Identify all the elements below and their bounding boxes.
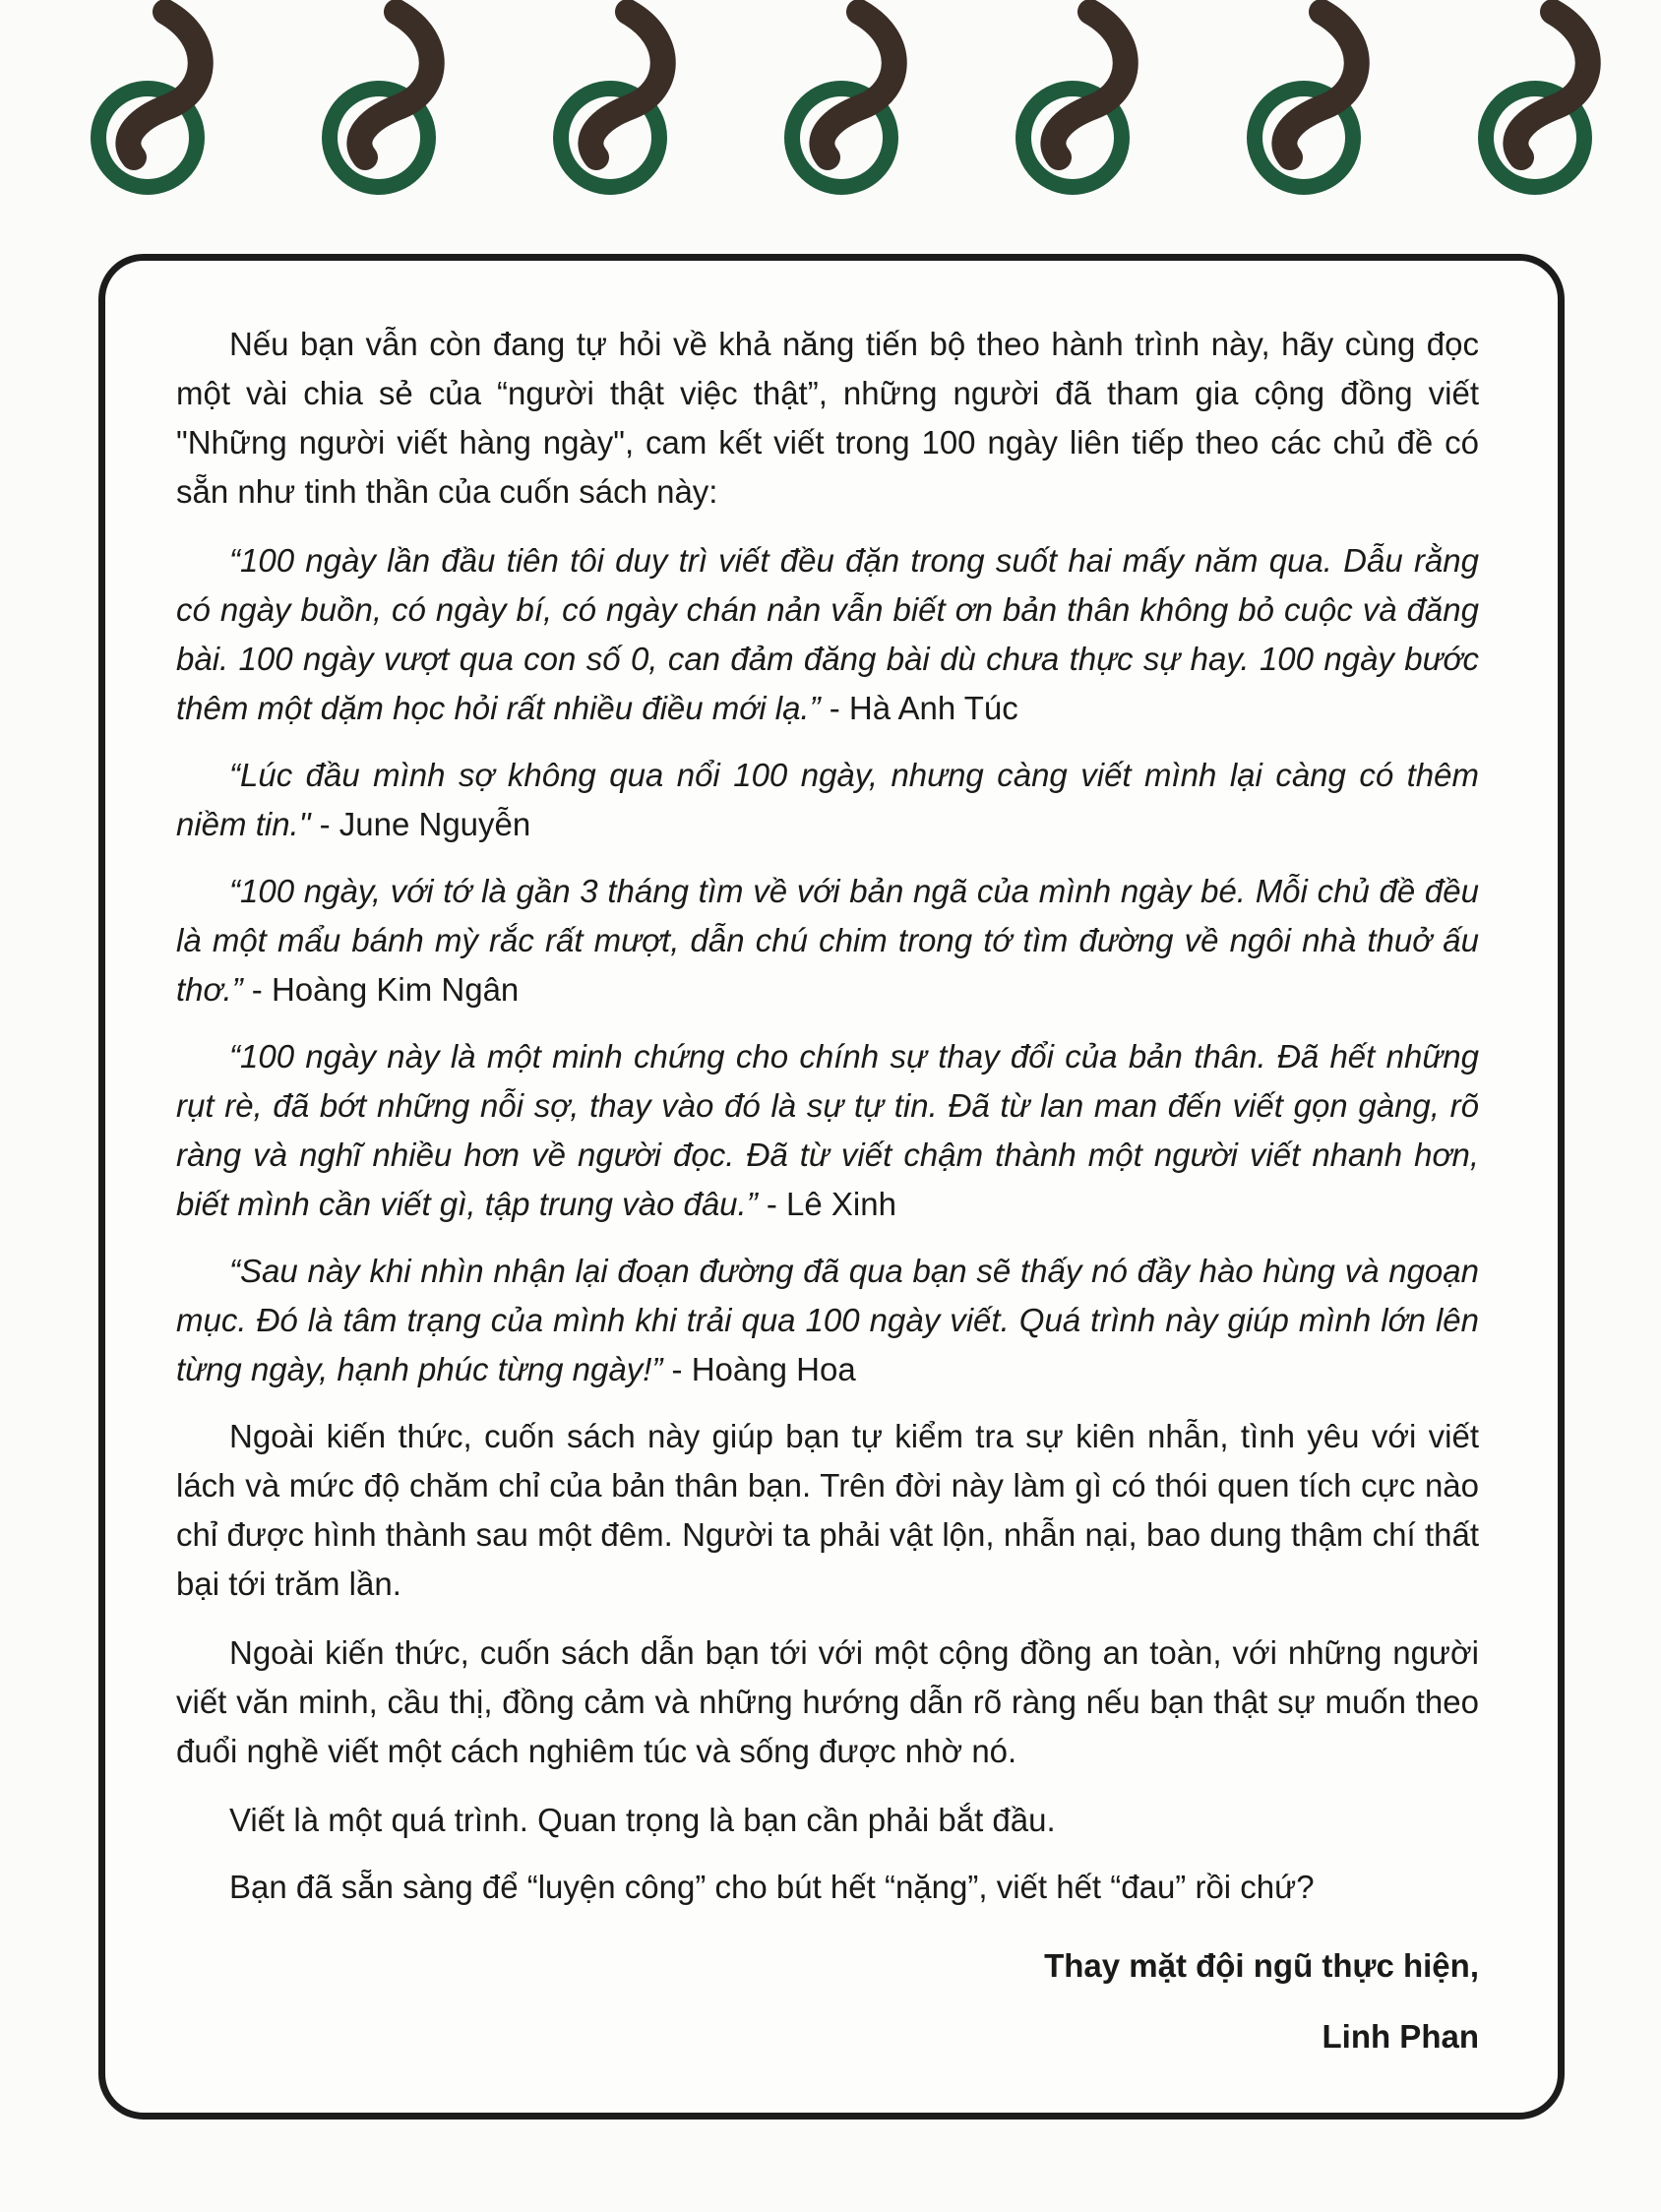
spiral-ring-icon [330,12,432,187]
testimonial [176,1032,1479,1229]
testimonial [176,751,1479,849]
closing-question: Bạn đã sẵn sàng để “luyện công” cho bút hết “nặng”, viết hết “đau” rồi chứ? [229,1869,1315,1905]
body-paragraph: Ngoài kiến thức, cuốn sách này giúp bạn tự kiểm tra sự kiên nhẫn, tình yêu với viết lách và mức độ chăm chỉ của bản thân bạn. Trên đời này làm gì có thói quen tích cực nào chỉ được hình thành sau một đêm. Người ta phải vật lộn, nhẫn nại, bao dung thậm chí thất bại tới trăm lần. [176,1418,1479,1602]
closing-line: Viết là một quá trình. Quan trọng là bạn cần phải bắt đầu. [229,1802,1056,1838]
testimonial-quote: “100 ngày lần đầu tiên tôi duy trì viết đều đặn trong suốt hai mấy năm qua. Dẫu rằng có ngày buồn, có ngày bí, có ngày chán nản vẫn biết ơn bản thân không bỏ cuộc và đăng bài. 100 ngày vượt qua con số 0, can đảm đăng bài dù chưa thực sự hay. 100 ngày bước thêm một dặm học hỏi rất nhiều điều mới lạ.” [176,542,1479,726]
testimonial-quote: “Lúc đầu mình sợ không qua nổi 100 ngày, nhưng càng viết mình lại càng có thêm niềm tin." [176,757,1479,842]
testimonial-author: - Hoàng Hoa [662,1351,856,1387]
note-body [176,320,1479,2083]
signature-block [176,1941,1479,2061]
spiral-ring-icon [1023,12,1126,187]
testimonial-quote: “Sau này khi nhìn nhận lại đoạn đường đã qua bạn sẽ thấy nó đầy hào hùng và ngoạn mục. Đó là tâm trạng của mình khi trải qua 100 ngày viết. Quá trình này giúp mình lớn lên từng ngày, hạnh phúc từng ngày!” [176,1253,1479,1387]
body-paragraph: Ngoài kiến thức, cuốn sách dẫn bạn tới với một cộng đồng an toàn, với những người viết văn minh, cầu thị, đồng cảm và những hướng dẫn rõ ràng nếu bạn thật sự muốn theo đuổi nghề viết một cách nghiêm túc và sống được nhờ nó. [176,1634,1479,1769]
signature-line: Thay mặt đội ngũ thực hiện, [1044,1947,1479,1984]
testimonial-author: - June Nguyễn [310,806,531,842]
testimonial-author: - Hoàng Kim Ngân [242,971,520,1008]
spiral-ring-icon [98,12,201,187]
testimonial-author: - Hà Anh Túc [820,690,1018,726]
testimonial-quote: “100 ngày, với tớ là gần 3 tháng tìm về với bản ngã của mình ngày bé. Mỗi chủ đề đều là một mẩu bánh mỳ rắc rất mượt, dẫn chú chim trong tớ tìm đường về ngôi nhà thuở ấu thơ.” [176,873,1479,1008]
intro-paragraph: Nếu bạn vẫn còn đang tự hỏi về khả năng tiến bộ theo hành trình này, hãy cùng đọc một vài chia sẻ của “người thật việc thật”, những người đã tham gia cộng đồng viết "Những người viết hàng ngày", cam kết viết trong 100 ngày liên tiếp theo các chủ đề có sẵn như tinh thần của cuốn sách này: [176,326,1479,510]
spiral-ring-icon [1255,12,1357,187]
testimonial [176,867,1479,1014]
note-card [98,254,1565,2120]
testimonial-quote: “100 ngày này là một minh chứng cho chính sự thay đổi của bản thân. Đã hết những rụt rè, đã bớt những nỗi sợ, thay vào đó là sự tự tin. Đã từ lan man đến viết gọn gàng, rõ ràng và nghĩ nhiều hơn về người đọc. Đã từ viết chậm thành một người viết nhanh hơn, biết mình cần viết gì, tập trung vào đâu.” [176,1038,1479,1222]
spiral-ring-icon [792,12,894,187]
testimonial [176,1247,1479,1394]
spiral-binding [0,0,1661,226]
testimonial [176,536,1479,733]
spiral-ring-icon [1486,12,1588,187]
signature-name: Linh Phan [1322,2018,1479,2055]
testimonial-author: - Lê Xinh [757,1186,896,1222]
spiral-ring-icon [561,12,663,187]
